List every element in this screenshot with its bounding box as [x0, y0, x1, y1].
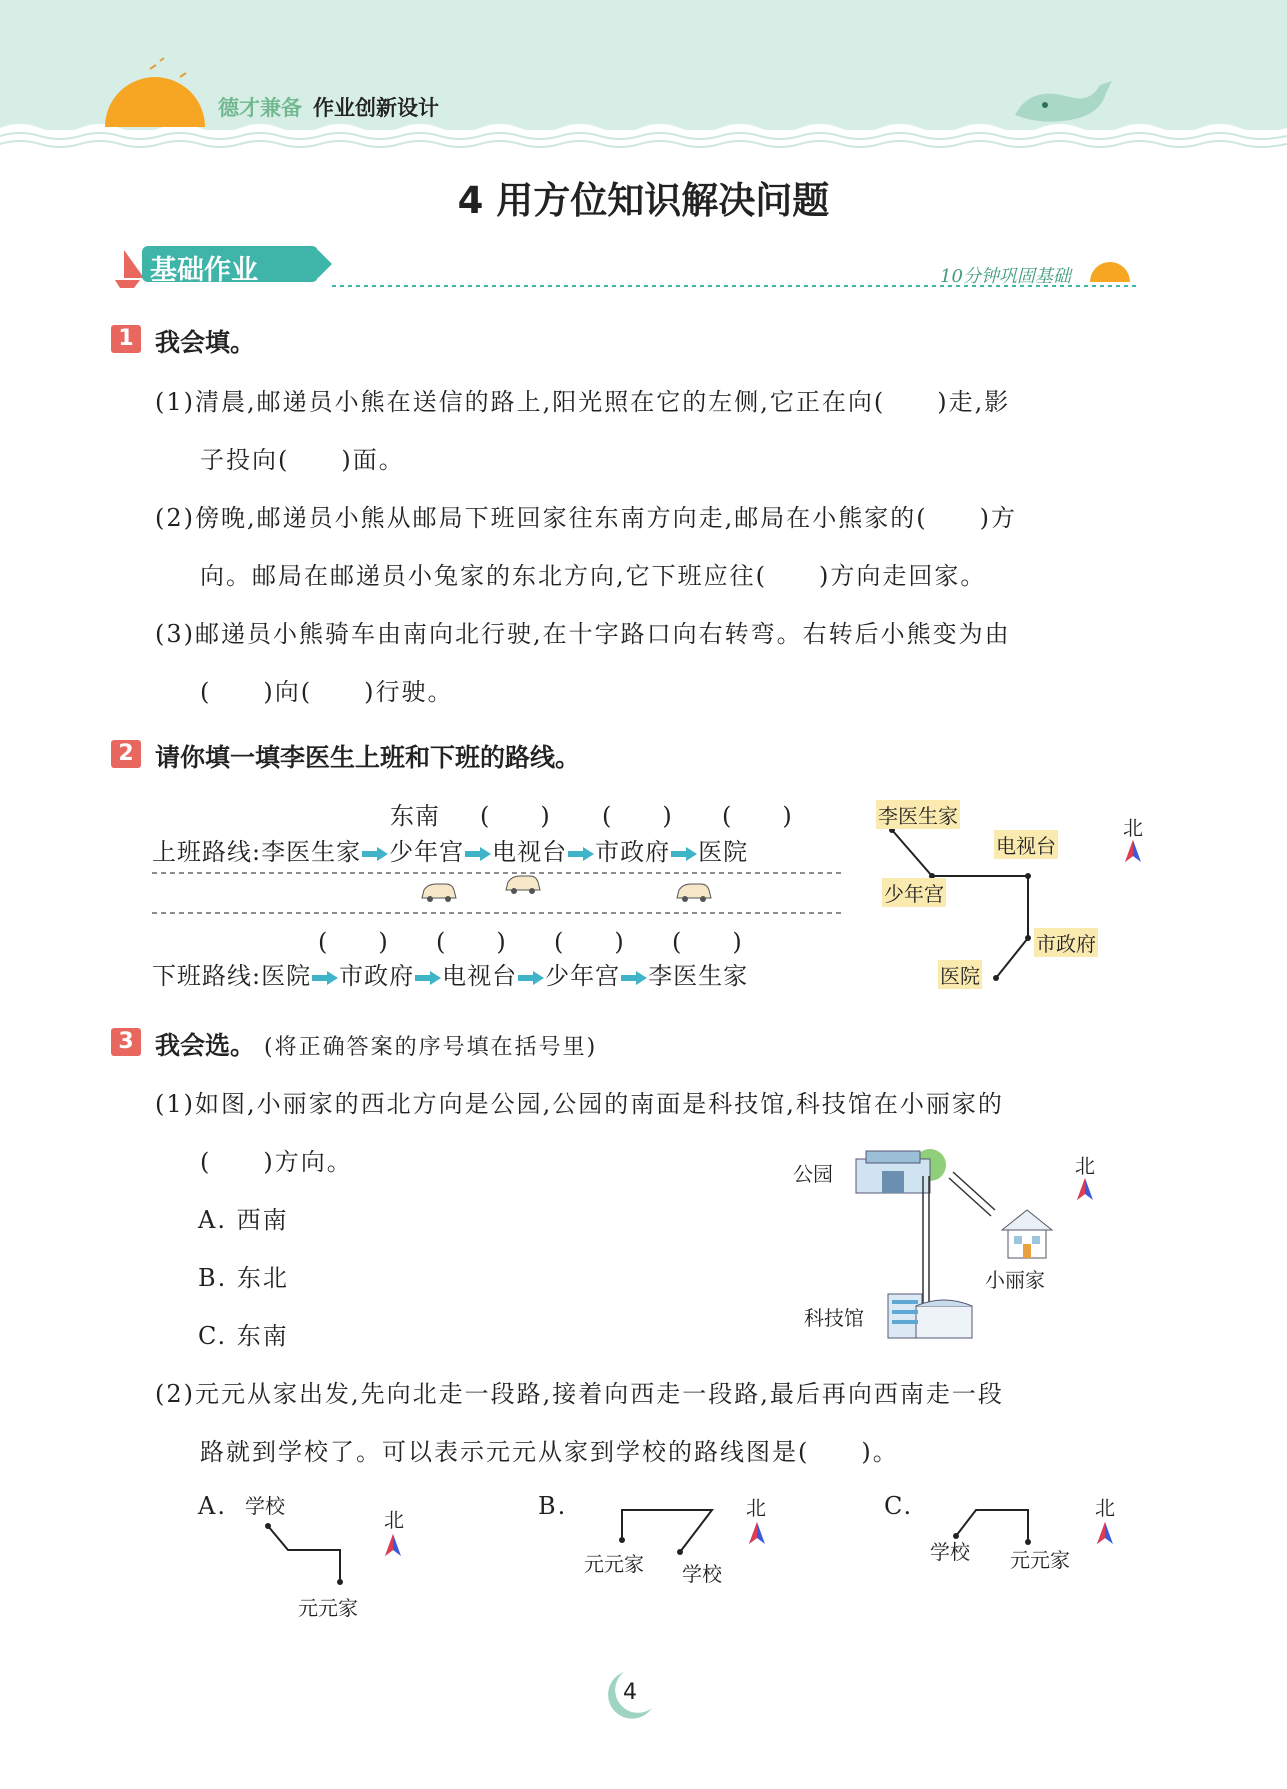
fig-label-museum: 科技馆 [804, 1306, 864, 1330]
q1-line: 向。邮局在邮递员小兔家的东北方向,它下班应往( )方向走回家。 [200, 562, 987, 590]
option-a-route [260, 1520, 360, 1586]
option-b-home: 元元家 [584, 1552, 644, 1576]
route-stop: 医院 [698, 838, 749, 866]
map-label-hospital: 医院 [938, 960, 982, 989]
q3-p1-option: A. 西南 [198, 1206, 289, 1234]
page-title: 4 用方位知识解决问题 [457, 179, 830, 222]
q1-line: (1)清晨,邮递员小熊在送信的路上,阳光照在它的左侧,它正在向( )走,影 [155, 388, 1011, 416]
down-route [152, 956, 748, 991]
north-arrow-icon [1096, 1522, 1114, 1546]
north-arrow-icon [748, 1522, 766, 1546]
route-stop: 电视台 [492, 838, 568, 866]
q3-p1-option: B. 东北 [198, 1264, 289, 1292]
up-route [152, 832, 748, 867]
option-b-school: 学校 [682, 1562, 722, 1586]
q1-line: (3)邮递员小熊骑车由南向北行驶,在十字路口向右转弯。右转后小熊变为由 [155, 620, 1011, 648]
car-icon [422, 884, 456, 902]
up-blank: ( ) [480, 802, 551, 830]
sun-illustration [100, 55, 210, 130]
whale-illustration [1010, 75, 1120, 135]
brand-series: 作业创新设计 [313, 95, 439, 120]
museum-building-icon [886, 1284, 976, 1340]
down-blank: ( ) [318, 928, 389, 956]
up-route-prefix: 上班路线: [152, 838, 262, 866]
q1-number: 1 [111, 325, 141, 353]
brand-name: 德才兼备 [218, 95, 302, 120]
down-route-prefix: 下班路线: [152, 962, 262, 990]
route-stop: 市政府 [595, 838, 671, 866]
q3-title: 我会选。 [155, 1031, 256, 1060]
option-a-home: 元元家 [298, 1596, 358, 1620]
option-c-letter: C. [884, 1492, 914, 1520]
right-arrow-icon [518, 971, 544, 985]
q3-number: 3 [111, 1028, 141, 1056]
road-illustration [152, 868, 842, 918]
fig-label-park: 公园 [793, 1162, 833, 1186]
route-stop: 李医生家 [648, 962, 749, 990]
q3-p2-line: (2)元元从家出发,先向北走一段路,接着向西走一段路,最后再向西南走一段 [155, 1380, 1004, 1408]
route-stop: 少年宫 [389, 838, 465, 866]
north-label: 北 [746, 1496, 766, 1520]
right-arrow-icon [568, 847, 594, 861]
fig-label-home: 小丽家 [985, 1268, 1045, 1292]
right-arrow-icon [465, 847, 491, 861]
q2-number: 2 [111, 740, 141, 768]
north-label: 北 [1075, 1154, 1095, 1178]
car-icon [677, 884, 711, 902]
q3-p2-line: 路就到学校了。可以表示元元从家到学校的路线图是( )。 [200, 1438, 899, 1466]
down-blank: ( ) [672, 928, 743, 956]
route-stop: 电视台 [442, 962, 518, 990]
q2-title: 请你填一填李医生上班和下班的路线。 [155, 743, 581, 772]
route-stop: 市政府 [339, 962, 415, 990]
right-arrow-icon [621, 971, 647, 985]
down-blank: ( ) [554, 928, 625, 956]
right-arrow-icon [415, 971, 441, 985]
route-stop: 医院 [261, 962, 312, 990]
q3-p1-line: ( )方向。 [200, 1148, 353, 1176]
option-b-letter: B. [538, 1492, 568, 1520]
house-icon [1000, 1208, 1054, 1260]
map-label-youth: 少年宫 [882, 878, 946, 907]
section-tag: 基础作业 [150, 255, 258, 286]
option-c-school: 学校 [930, 1540, 970, 1564]
right-arrow-icon [312, 971, 338, 985]
section-subtitle: 10分钟巩固基础 [940, 266, 1071, 287]
page-number: 4 [623, 1680, 637, 1705]
right-arrow-icon [671, 847, 697, 861]
map-label-tv: 电视台 [994, 830, 1058, 859]
up-blank: 东南 [390, 802, 440, 830]
q3-p1-option: C. 东南 [198, 1322, 289, 1350]
q3-title-note: (将正确答案的序号填在括号里) [264, 1035, 598, 1060]
option-a-letter: A. [198, 1492, 227, 1520]
q1-title: 我会填。 [155, 328, 256, 357]
north-label: 北 [384, 1508, 404, 1532]
map-label-home: 李医生家 [876, 800, 960, 829]
right-arrow-icon [362, 847, 388, 861]
q3-p1-line: (1)如图,小丽家的西北方向是公园,公园的南面是科技馆,科技馆在小丽家的 [155, 1090, 1004, 1118]
route-stop: 少年宫 [545, 962, 621, 990]
route-stop: 李医生家 [261, 838, 362, 866]
map-label-gov: 市政府 [1034, 928, 1098, 957]
q1-line: 子投向( )面。 [200, 446, 405, 474]
car-icon [506, 876, 540, 894]
north-arrow-icon [1076, 1178, 1094, 1202]
q1-line: (2)傍晚,邮递员小熊从邮局下班回家往东南方向走,邮局在小熊家的( )方 [155, 504, 1017, 532]
north-label: 北 [1123, 816, 1143, 840]
option-c-home: 元元家 [1010, 1548, 1070, 1572]
up-blank: ( ) [722, 802, 793, 830]
down-blank: ( ) [436, 928, 507, 956]
north-label: 北 [1095, 1496, 1115, 1520]
north-arrow-icon [384, 1534, 402, 1558]
q1-line: ( )向( )行驶。 [200, 678, 454, 706]
up-blank: ( ) [602, 802, 673, 830]
option-a-school: 学校 [245, 1494, 285, 1518]
north-arrow-icon [1124, 840, 1142, 864]
